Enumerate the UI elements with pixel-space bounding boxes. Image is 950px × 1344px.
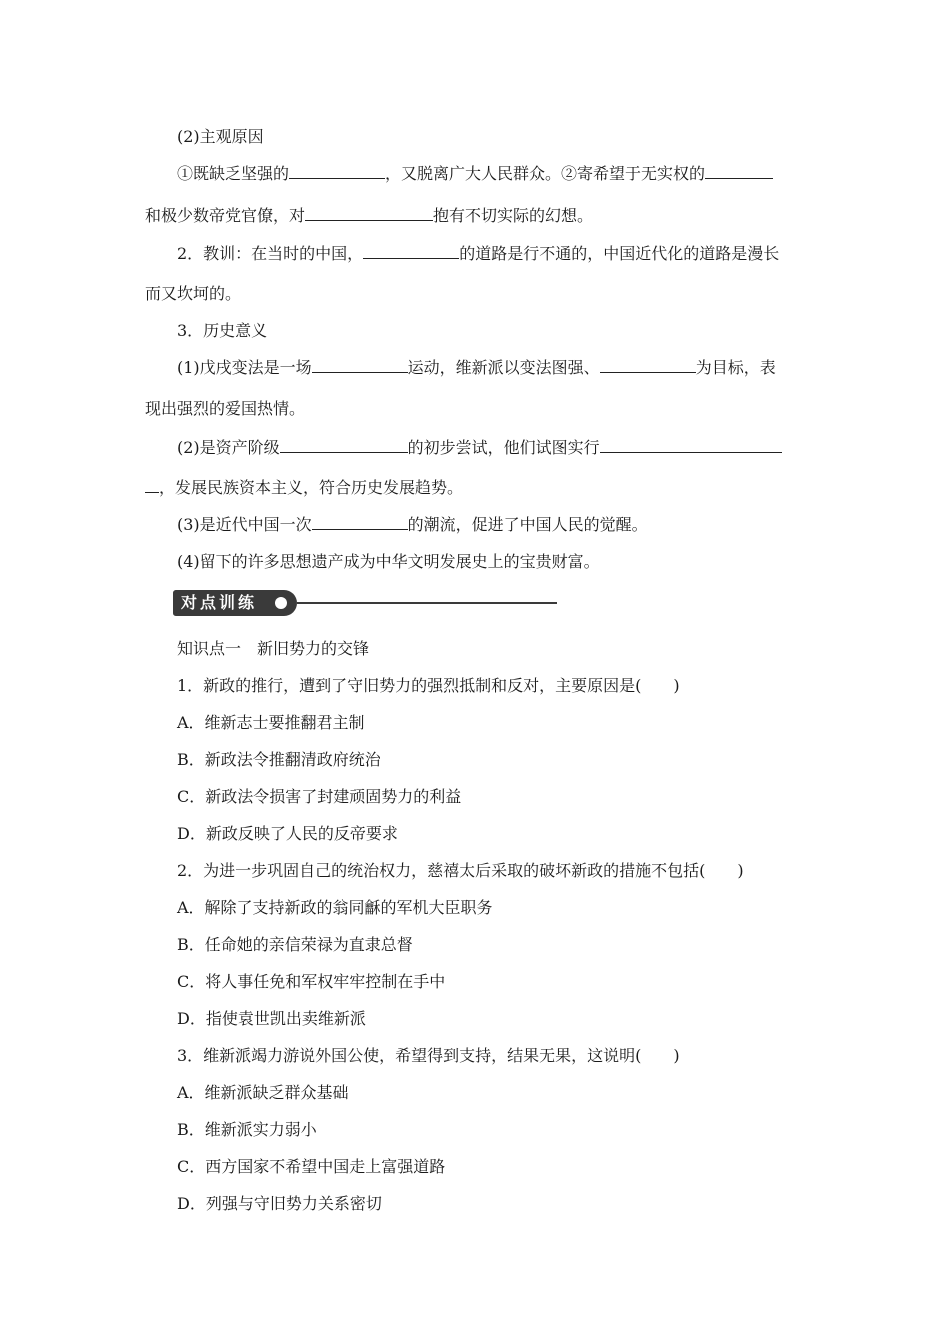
question-3-stem: 3．维新派竭力游说外国公使，希望得到支持，结果无果，这说明( )	[177, 1046, 680, 1065]
text-segment: 2．教训：在当时的中国，	[177, 244, 364, 263]
significance-p1-line-2: 现出强烈的爱国热情。	[145, 399, 306, 418]
text-segment: 和极少数帝党官僚，对	[145, 206, 306, 225]
question-3-option-c[interactable]: C．西方国家不希望中国走上富强道路	[177, 1157, 446, 1176]
question-2-option-c[interactable]: C．将人事任免和军权牢牢控制在手中	[177, 972, 446, 991]
question-3-option-b[interactable]: B．维新派实力弱小	[177, 1120, 317, 1139]
text-segment: (3)是近代中国一次	[177, 515, 312, 534]
question-2-stem: 2．为进一步巩固自己的统治权力，慈禧太后采取的破坏新政的措施不包括( )	[177, 861, 744, 880]
text-segment: ，发展民族资本主义，符合历史发展趋势。	[159, 478, 464, 497]
fill-blank[interactable]	[289, 163, 385, 179]
fill-blank[interactable]	[363, 243, 459, 259]
text-segment: 的潮流，促进了中国人民的觉醒。	[407, 515, 648, 534]
reason-line-2	[145, 205, 593, 227]
significance-p3	[177, 514, 648, 536]
text-segment: 抱有不切实际的幻想。	[433, 206, 594, 225]
question-1-option-a[interactable]: A．维新志士要推翻君主制	[177, 713, 365, 732]
text-segment: 为目标，表	[695, 358, 776, 377]
significance-p1-line-1	[177, 357, 776, 379]
significance-p2-line-1	[177, 437, 782, 459]
fill-blank[interactable]	[145, 477, 159, 493]
knowledge-point-title: 知识点一 新旧势力的交锋	[177, 639, 370, 658]
bullet-dot-icon	[275, 597, 287, 609]
text-segment: (1)戊戌变法是一场	[177, 358, 312, 377]
significance-p4: (4)留下的许多思想遗产成为中华文明发展史上的宝贵财富。	[177, 552, 600, 571]
banner-label: 对点训练	[173, 590, 297, 616]
fill-blank[interactable]	[312, 357, 408, 373]
text-segment: ①既缺乏坚强的	[177, 164, 290, 183]
text-segment: (2)是资产阶级	[177, 438, 280, 457]
significance-p2-line-2	[145, 477, 463, 499]
lesson-line-1	[177, 243, 779, 265]
question-1-stem: 1．新政的推行，遭到了守旧势力的强烈抵制和反对，主要原因是( )	[177, 676, 680, 695]
fill-blank[interactable]	[280, 437, 408, 453]
text-segment: 的初步尝试，他们试图实行	[407, 438, 600, 457]
question-3-option-d[interactable]: D．列强与守旧势力关系密切	[177, 1194, 382, 1213]
fill-blank[interactable]	[600, 357, 696, 373]
fill-blank[interactable]	[600, 437, 782, 453]
question-1-option-d[interactable]: D．新政反映了人民的反帝要求	[177, 824, 398, 843]
text-segment: 的道路是行不通的，中国近代化的道路是漫长	[459, 244, 780, 263]
fill-blank[interactable]	[305, 205, 433, 221]
fill-blank[interactable]	[312, 514, 408, 530]
reason-line-1	[177, 163, 773, 185]
question-3-option-a[interactable]: A．维新派缺乏群众基础	[177, 1083, 349, 1102]
lesson-line-2: 而又坎坷的。	[145, 284, 242, 303]
question-2-option-d[interactable]: D．指使袁世凯出卖维新派	[177, 1009, 366, 1028]
section-heading-significance: 3．历史意义	[177, 321, 268, 340]
question-1-option-b[interactable]: B．新政法令推翻清政府统治	[177, 750, 381, 769]
question-2-option-a[interactable]: A．解除了支持新政的翁同龢的军机大臣职务	[177, 898, 493, 917]
question-2-option-b[interactable]: B．任命她的亲信荣禄为直隶总督	[177, 935, 413, 954]
text-segment: ，又脱离广大人民群众。②寄希望于无实权的	[385, 164, 706, 183]
banner-divider	[297, 602, 557, 604]
fill-blank[interactable]	[705, 163, 773, 179]
question-1-option-c[interactable]: C．新政法令损害了封建顽固势力的利益	[177, 787, 462, 806]
section-heading-subjective-causes: (2)主观原因	[177, 127, 264, 146]
text-segment: 运动，维新派以变法图强、	[407, 358, 600, 377]
